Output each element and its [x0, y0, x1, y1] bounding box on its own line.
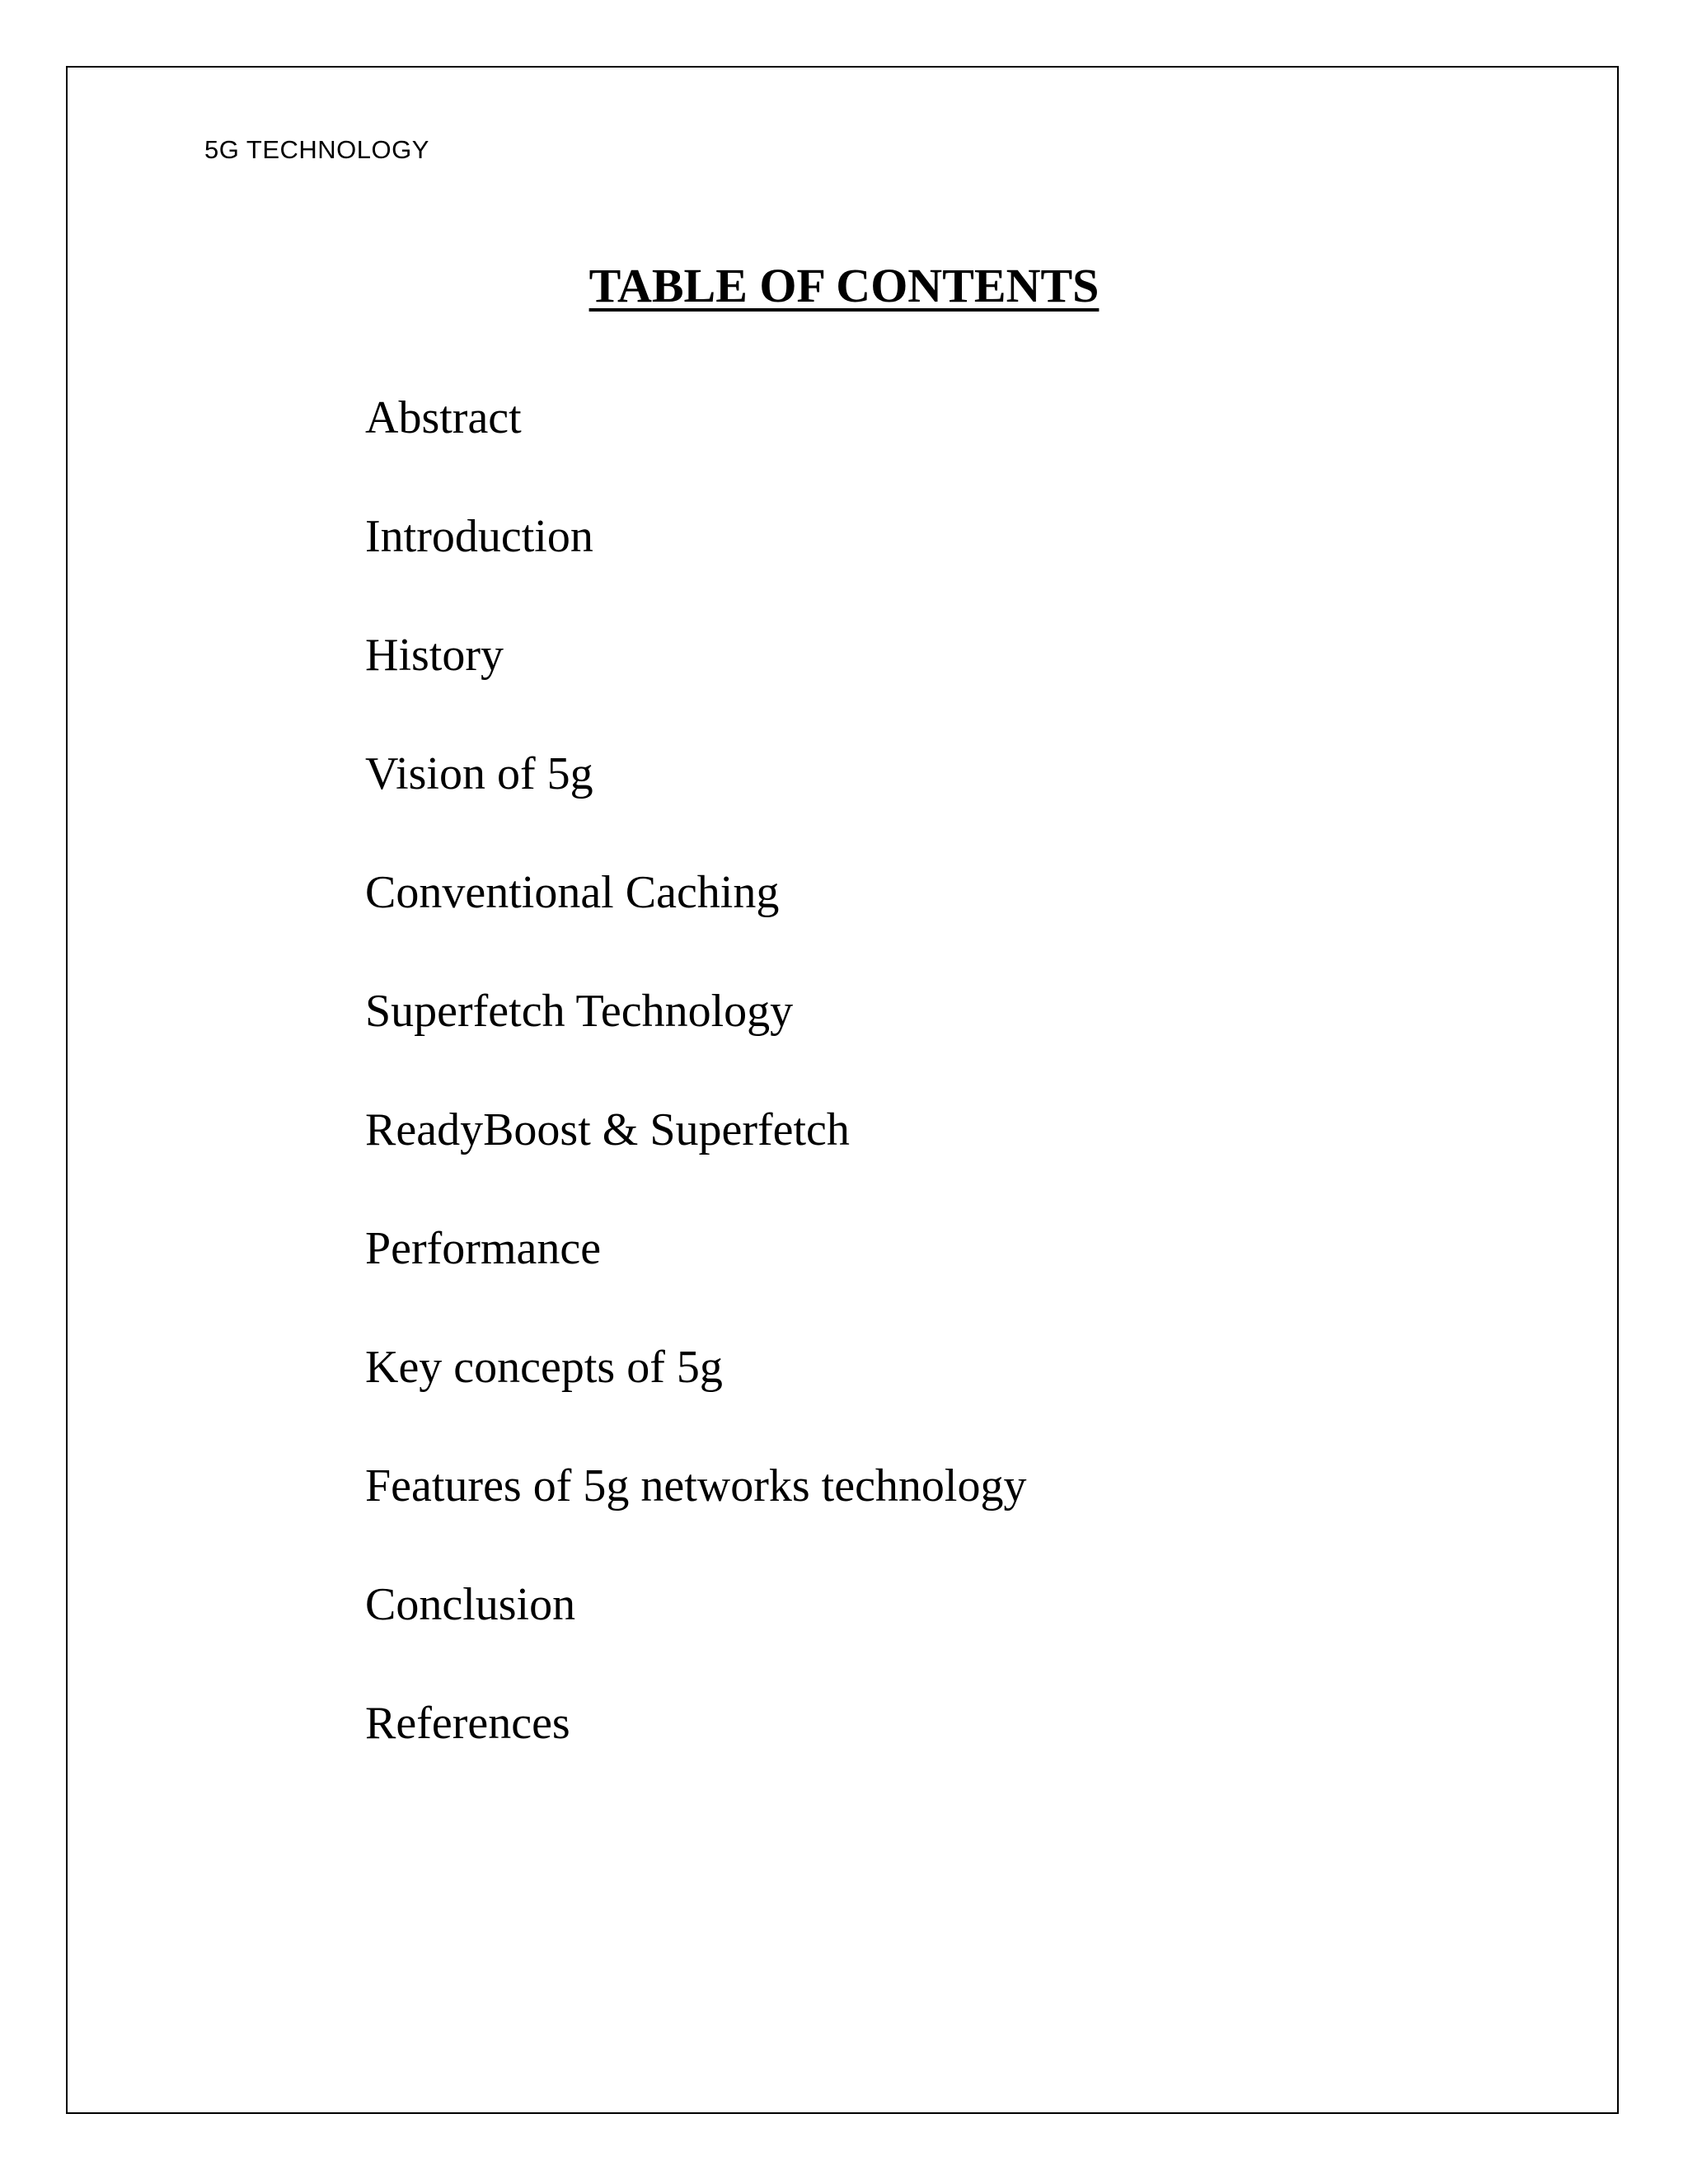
toc-item-features-of-5g-networks: Features of 5g networks technology	[365, 1460, 1027, 1511]
toc-item-introduction: Introduction	[365, 511, 593, 562]
toc-item-performance: Performance	[365, 1223, 602, 1274]
toc-title-text: TABLE OF CONTENTS	[588, 259, 1100, 312]
running-header: 5G TECHNOLOGY	[204, 135, 429, 164]
toc-item-conventional-caching: Conventional Caching	[365, 867, 780, 918]
toc-item-key-concepts-of-5g: Key concepts of 5g	[365, 1342, 723, 1393]
toc-item-history: History	[365, 630, 504, 681]
toc-item-references: References	[365, 1698, 570, 1749]
toc-item-superfetch-technology: Superfetch Technology	[365, 986, 794, 1037]
toc-item-readyboost-superfetch: ReadyBoost & Superfetch	[365, 1104, 850, 1155]
toc-title	[0, 257, 1688, 315]
toc-item-abstract: Abstract	[365, 392, 522, 443]
toc-item-vision-of-5g: Vision of 5g	[365, 748, 593, 799]
toc-list	[365, 389, 1026, 1813]
toc-item-conclusion: Conclusion	[365, 1579, 576, 1630]
